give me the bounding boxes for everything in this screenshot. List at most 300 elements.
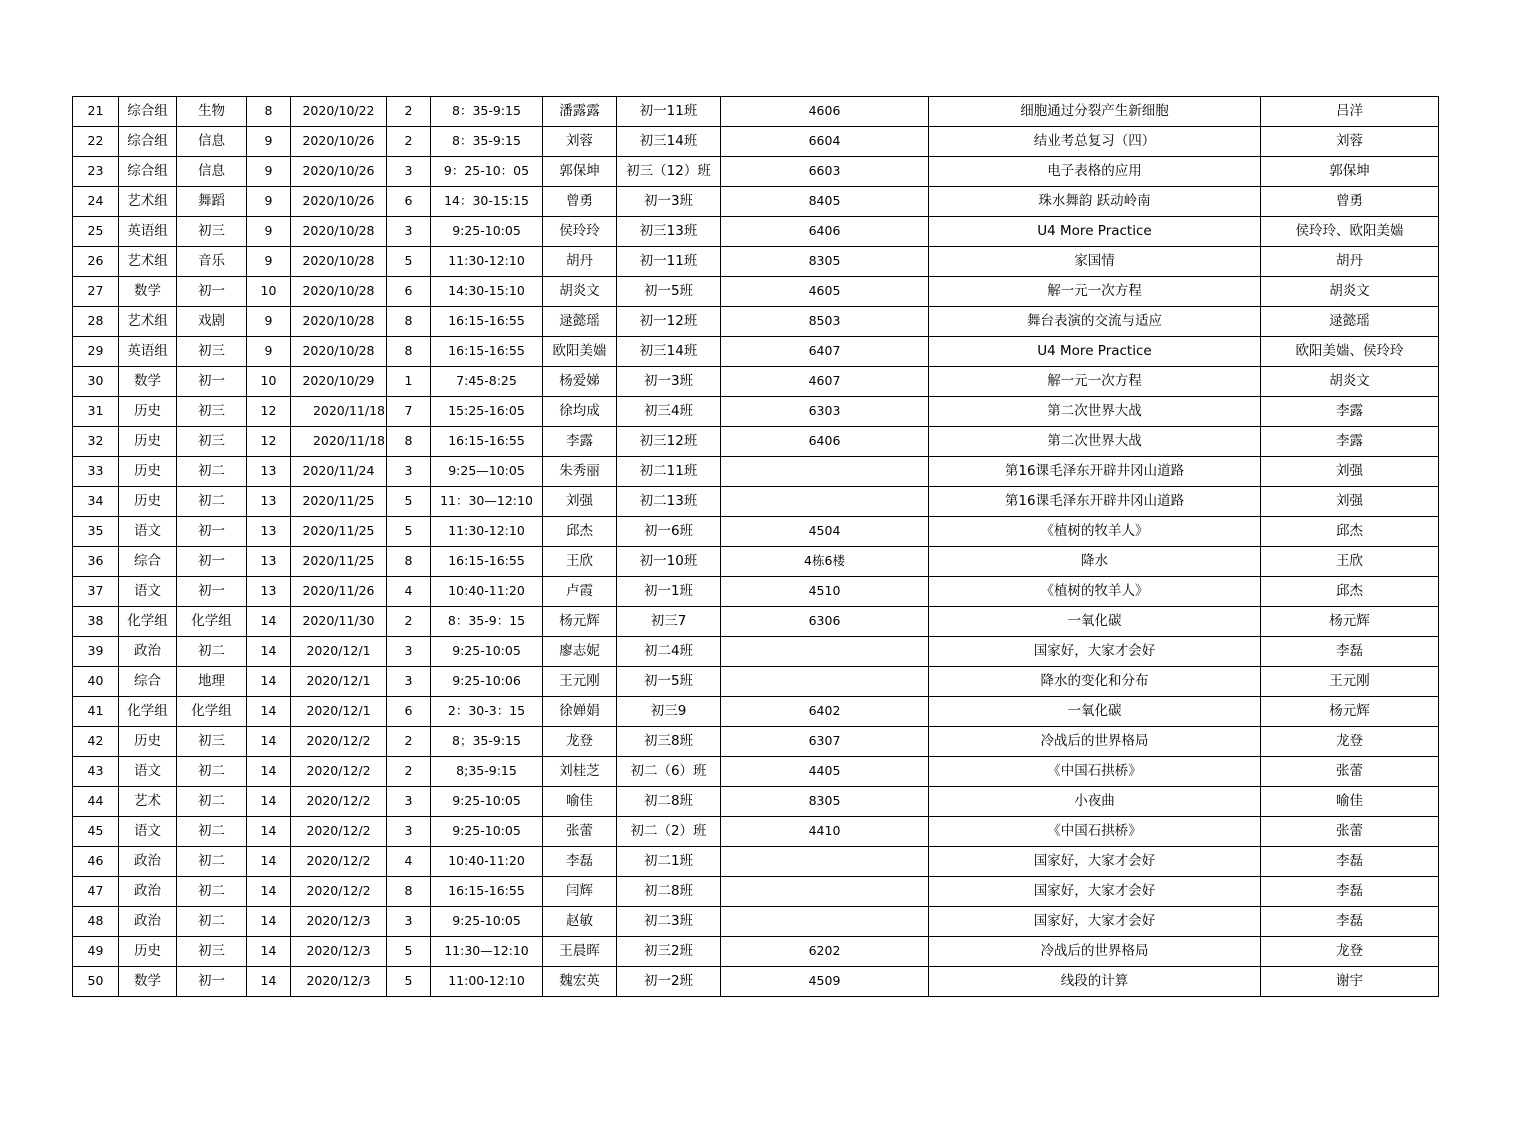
cell-period: 6 [387, 187, 431, 217]
cell-room: 4605 [721, 277, 929, 307]
cell-evaluator: 王欣 [1261, 547, 1439, 577]
cell-room: 6604 [721, 127, 929, 157]
cell-room: 6307 [721, 727, 929, 757]
cell-index: 39 [73, 637, 119, 667]
cell-index: 24 [73, 187, 119, 217]
cell-subject: 信息 [177, 127, 247, 157]
cell-time: 14:30-15:10 [431, 277, 543, 307]
cell-subject: 初一 [177, 517, 247, 547]
cell-topic: 《植树的牧羊人》 [929, 577, 1261, 607]
cell-class: 初三4班 [617, 397, 721, 427]
cell-teacher: 徐均成 [543, 397, 617, 427]
cell-evaluator: 邱杰 [1261, 577, 1439, 607]
cell-date: 2020/12/2 [291, 817, 387, 847]
cell-teacher: 魏宏英 [543, 967, 617, 997]
cell-class: 初二8班 [617, 877, 721, 907]
cell-week: 14 [247, 757, 291, 787]
cell-class: 初三13班 [617, 217, 721, 247]
cell-subject: 初二 [177, 457, 247, 487]
cell-period: 2 [387, 127, 431, 157]
cell-room: 4509 [721, 967, 929, 997]
cell-index: 28 [73, 307, 119, 337]
cell-period: 1 [387, 367, 431, 397]
cell-evaluator: 龙登 [1261, 937, 1439, 967]
cell-date: 2020/11/18 [291, 397, 387, 427]
cell-week: 14 [247, 697, 291, 727]
cell-topic: 第16课毛泽东开辟井冈山道路 [929, 457, 1261, 487]
cell-group: 化学组 [119, 607, 177, 637]
table-row [73, 97, 1439, 127]
cell-week: 14 [247, 937, 291, 967]
cell-period: 3 [387, 157, 431, 187]
cell-topic: 冷战后的世界格局 [929, 727, 1261, 757]
cell-class: 初三7 [617, 607, 721, 637]
cell-class: 初三8班 [617, 727, 721, 757]
cell-room: 4607 [721, 367, 929, 397]
cell-subject: 地理 [177, 667, 247, 697]
cell-period: 5 [387, 247, 431, 277]
table-row [73, 607, 1439, 637]
cell-subject: 初一 [177, 277, 247, 307]
cell-time: 8：35-9:15 [431, 97, 543, 127]
cell-date: 2020/12/1 [291, 667, 387, 697]
cell-teacher: 朱秀丽 [543, 457, 617, 487]
cell-evaluator: 胡丹 [1261, 247, 1439, 277]
cell-class: 初三9 [617, 697, 721, 727]
cell-date: 2020/10/26 [291, 127, 387, 157]
schedule-sheet [72, 96, 1438, 997]
cell-evaluator: 刘强 [1261, 487, 1439, 517]
cell-room: 6407 [721, 337, 929, 367]
cell-room: 8503 [721, 307, 929, 337]
cell-period: 7 [387, 397, 431, 427]
cell-class: 初一11班 [617, 97, 721, 127]
cell-subject: 初一 [177, 577, 247, 607]
cell-date: 2020/12/1 [291, 637, 387, 667]
cell-teacher: 刘强 [543, 487, 617, 517]
cell-class: 初一2班 [617, 967, 721, 997]
cell-topic: 线段的计算 [929, 967, 1261, 997]
cell-room [721, 457, 929, 487]
cell-evaluator: 吕洋 [1261, 97, 1439, 127]
cell-evaluator: 郭保坤 [1261, 157, 1439, 187]
cell-teacher: 张蕾 [543, 817, 617, 847]
cell-week: 14 [247, 907, 291, 937]
cell-date: 2020/10/28 [291, 307, 387, 337]
cell-room [721, 907, 929, 937]
cell-topic: 《植树的牧羊人》 [929, 517, 1261, 547]
cell-topic: U4 More Practice [929, 337, 1261, 367]
cell-subject: 初三 [177, 427, 247, 457]
cell-index: 46 [73, 847, 119, 877]
table-row [73, 787, 1439, 817]
cell-time: 9:25—10:05 [431, 457, 543, 487]
cell-room [721, 877, 929, 907]
cell-group: 艺术组 [119, 307, 177, 337]
cell-time: 14：30-15:15 [431, 187, 543, 217]
cell-room: 6603 [721, 157, 929, 187]
cell-time: 9：25-10：05 [431, 157, 543, 187]
cell-room: 4410 [721, 817, 929, 847]
cell-class: 初三14班 [617, 127, 721, 157]
cell-period: 4 [387, 577, 431, 607]
cell-group: 艺术组 [119, 187, 177, 217]
cell-teacher: 潘露露 [543, 97, 617, 127]
cell-class: 初二4班 [617, 637, 721, 667]
cell-week: 9 [247, 187, 291, 217]
cell-evaluator: 刘强 [1261, 457, 1439, 487]
cell-date: 2020/11/25 [291, 547, 387, 577]
cell-subject: 初二 [177, 907, 247, 937]
cell-date: 2020/11/26 [291, 577, 387, 607]
table-row [73, 247, 1439, 277]
table-row [73, 457, 1439, 487]
schedule-table [72, 96, 1439, 997]
cell-topic: 小夜曲 [929, 787, 1261, 817]
cell-topic: 《中国石拱桥》 [929, 757, 1261, 787]
cell-date: 2020/10/28 [291, 337, 387, 367]
cell-group: 英语组 [119, 217, 177, 247]
cell-index: 31 [73, 397, 119, 427]
cell-subject: 初三 [177, 727, 247, 757]
cell-topic: 国家好，大家才会好 [929, 877, 1261, 907]
cell-topic: 舞台表演的交流与适应 [929, 307, 1261, 337]
cell-time: 9:25-10:05 [431, 637, 543, 667]
cell-class: 初一5班 [617, 277, 721, 307]
cell-room: 6406 [721, 427, 929, 457]
cell-class: 初一12班 [617, 307, 721, 337]
cell-group: 数学 [119, 277, 177, 307]
cell-subject: 初三 [177, 937, 247, 967]
cell-subject: 初三 [177, 337, 247, 367]
cell-subject: 初二 [177, 877, 247, 907]
table-row [73, 577, 1439, 607]
cell-period: 2 [387, 757, 431, 787]
cell-teacher: 杨元辉 [543, 607, 617, 637]
cell-subject: 初一 [177, 367, 247, 397]
cell-time: 10:40-11:20 [431, 847, 543, 877]
cell-time: 16:15-16:55 [431, 427, 543, 457]
cell-topic: U4 More Practice [929, 217, 1261, 247]
cell-index: 21 [73, 97, 119, 127]
cell-period: 2 [387, 727, 431, 757]
cell-index: 22 [73, 127, 119, 157]
cell-class: 初三2班 [617, 937, 721, 967]
cell-index: 25 [73, 217, 119, 247]
cell-index: 32 [73, 427, 119, 457]
cell-group: 政治 [119, 847, 177, 877]
cell-class: 初一11班 [617, 247, 721, 277]
cell-period: 2 [387, 607, 431, 637]
cell-class: 初二（2）班 [617, 817, 721, 847]
cell-index: 36 [73, 547, 119, 577]
cell-index: 38 [73, 607, 119, 637]
cell-group: 历史 [119, 397, 177, 427]
cell-evaluator: 胡炎文 [1261, 277, 1439, 307]
cell-group: 历史 [119, 487, 177, 517]
table-row [73, 427, 1439, 457]
cell-room: 4510 [721, 577, 929, 607]
cell-week: 13 [247, 577, 291, 607]
cell-week: 14 [247, 607, 291, 637]
table-row [73, 517, 1439, 547]
cell-group: 语文 [119, 517, 177, 547]
cell-topic: 第16课毛泽东开辟井冈山道路 [929, 487, 1261, 517]
cell-date: 2020/10/29 [291, 367, 387, 397]
table-row [73, 277, 1439, 307]
cell-teacher: 王晨晖 [543, 937, 617, 967]
cell-subject: 初二 [177, 757, 247, 787]
cell-index: 23 [73, 157, 119, 187]
cell-topic: 国家好，大家才会好 [929, 907, 1261, 937]
cell-room: 8405 [721, 187, 929, 217]
cell-date: 2020/10/26 [291, 187, 387, 217]
cell-date: 2020/11/25 [291, 487, 387, 517]
cell-group: 语文 [119, 577, 177, 607]
cell-teacher: 胡炎文 [543, 277, 617, 307]
cell-time: 9:25-10:05 [431, 907, 543, 937]
cell-evaluator: 欧阳美媏、侯玲玲 [1261, 337, 1439, 367]
cell-week: 14 [247, 667, 291, 697]
cell-index: 33 [73, 457, 119, 487]
cell-period: 3 [387, 817, 431, 847]
cell-evaluator: 侯玲玲、欧阳美媏 [1261, 217, 1439, 247]
cell-room: 4栋6楼 [721, 547, 929, 577]
cell-time: 11：30—12:10 [431, 487, 543, 517]
cell-teacher: 王元刚 [543, 667, 617, 697]
cell-evaluator: 龙登 [1261, 727, 1439, 757]
cell-date: 2020/12/3 [291, 937, 387, 967]
cell-index: 34 [73, 487, 119, 517]
cell-evaluator: 李露 [1261, 397, 1439, 427]
table-row [73, 967, 1439, 997]
cell-date: 2020/12/2 [291, 727, 387, 757]
cell-date: 2020/12/2 [291, 847, 387, 877]
cell-class: 初一5班 [617, 667, 721, 697]
cell-week: 14 [247, 817, 291, 847]
cell-class: 初三12班 [617, 427, 721, 457]
cell-topic: 一氧化碳 [929, 697, 1261, 727]
table-row [73, 847, 1439, 877]
cell-period: 5 [387, 937, 431, 967]
cell-evaluator: 李磊 [1261, 877, 1439, 907]
cell-date: 2020/12/3 [291, 907, 387, 937]
cell-subject: 化学组 [177, 607, 247, 637]
cell-evaluator: 李露 [1261, 427, 1439, 457]
cell-class: 初一3班 [617, 187, 721, 217]
cell-group: 艺术组 [119, 247, 177, 277]
table-row [73, 937, 1439, 967]
cell-group: 语文 [119, 757, 177, 787]
cell-period: 5 [387, 487, 431, 517]
cell-teacher: 王欣 [543, 547, 617, 577]
cell-evaluator: 曾勇 [1261, 187, 1439, 217]
cell-period: 3 [387, 907, 431, 937]
cell-evaluator: 杨元辉 [1261, 607, 1439, 637]
cell-class: 初一1班 [617, 577, 721, 607]
cell-week: 13 [247, 517, 291, 547]
cell-subject: 初三 [177, 217, 247, 247]
cell-index: 50 [73, 967, 119, 997]
cell-teacher: 刘蓉 [543, 127, 617, 157]
cell-time: 2：30-3：15 [431, 697, 543, 727]
cell-group: 历史 [119, 937, 177, 967]
table-row [73, 367, 1439, 397]
cell-period: 2 [387, 97, 431, 127]
cell-group: 语文 [119, 817, 177, 847]
cell-room: 8305 [721, 247, 929, 277]
cell-topic: 国家好，大家才会好 [929, 637, 1261, 667]
table-row [73, 667, 1439, 697]
cell-class: 初二8班 [617, 787, 721, 817]
cell-date: 2020/11/18 [291, 427, 387, 457]
cell-topic: 解一元一次方程 [929, 277, 1261, 307]
cell-week: 8 [247, 97, 291, 127]
cell-teacher: 徐婵娟 [543, 697, 617, 727]
cell-time: 10:40-11:20 [431, 577, 543, 607]
cell-week: 12 [247, 397, 291, 427]
table-row [73, 757, 1439, 787]
cell-index: 48 [73, 907, 119, 937]
table-row [73, 727, 1439, 757]
cell-evaluator: 逯懿瑶 [1261, 307, 1439, 337]
cell-week: 13 [247, 547, 291, 577]
cell-evaluator: 张蕾 [1261, 757, 1439, 787]
cell-class: 初二11班 [617, 457, 721, 487]
cell-group: 综合组 [119, 97, 177, 127]
cell-date: 2020/10/26 [291, 157, 387, 187]
table-row [73, 217, 1439, 247]
cell-class: 初二1班 [617, 847, 721, 877]
table-row [73, 817, 1439, 847]
cell-week: 14 [247, 877, 291, 907]
cell-room: 4405 [721, 757, 929, 787]
cell-topic: 《中国石拱桥》 [929, 817, 1261, 847]
cell-index: 45 [73, 817, 119, 847]
cell-topic: 细胞通过分裂产生新细胞 [929, 97, 1261, 127]
cell-group: 综合 [119, 547, 177, 577]
cell-date: 2020/10/28 [291, 217, 387, 247]
cell-week: 13 [247, 487, 291, 517]
cell-index: 35 [73, 517, 119, 547]
cell-subject: 信息 [177, 157, 247, 187]
cell-room: 6303 [721, 397, 929, 427]
cell-period: 8 [387, 337, 431, 367]
cell-index: 41 [73, 697, 119, 727]
cell-subject: 初一 [177, 547, 247, 577]
cell-group: 政治 [119, 637, 177, 667]
table-row [73, 397, 1439, 427]
cell-time: 9:25-10:05 [431, 817, 543, 847]
cell-date: 2020/10/28 [291, 277, 387, 307]
cell-teacher: 杨爱娣 [543, 367, 617, 397]
cell-index: 40 [73, 667, 119, 697]
cell-group: 政治 [119, 877, 177, 907]
cell-evaluator: 邱杰 [1261, 517, 1439, 547]
table-row [73, 877, 1439, 907]
cell-index: 30 [73, 367, 119, 397]
cell-group: 政治 [119, 907, 177, 937]
cell-teacher: 曾勇 [543, 187, 617, 217]
cell-period: 6 [387, 697, 431, 727]
cell-evaluator: 胡炎文 [1261, 367, 1439, 397]
cell-class: 初二3班 [617, 907, 721, 937]
cell-week: 14 [247, 787, 291, 817]
cell-subject: 戏剧 [177, 307, 247, 337]
cell-subject: 舞蹈 [177, 187, 247, 217]
cell-period: 3 [387, 787, 431, 817]
cell-week: 9 [247, 247, 291, 277]
cell-week: 14 [247, 727, 291, 757]
cell-evaluator: 李磊 [1261, 637, 1439, 667]
cell-group: 历史 [119, 457, 177, 487]
cell-date: 2020/11/24 [291, 457, 387, 487]
cell-class: 初二13班 [617, 487, 721, 517]
cell-subject: 初二 [177, 787, 247, 817]
table-body [73, 97, 1439, 997]
cell-period: 3 [387, 667, 431, 697]
cell-group: 艺术 [119, 787, 177, 817]
cell-index: 47 [73, 877, 119, 907]
cell-subject: 初二 [177, 817, 247, 847]
cell-week: 13 [247, 457, 291, 487]
cell-period: 8 [387, 547, 431, 577]
cell-date: 2020/11/25 [291, 517, 387, 547]
cell-teacher: 邱杰 [543, 517, 617, 547]
cell-index: 43 [73, 757, 119, 787]
cell-subject: 化学组 [177, 697, 247, 727]
cell-time: 11:30—12:10 [431, 937, 543, 967]
cell-period: 8 [387, 307, 431, 337]
cell-topic: 降水的变化和分布 [929, 667, 1261, 697]
cell-index: 42 [73, 727, 119, 757]
cell-time: 8：35-9：15 [431, 607, 543, 637]
cell-week: 9 [247, 217, 291, 247]
cell-date: 2020/12/1 [291, 697, 387, 727]
cell-group: 综合 [119, 667, 177, 697]
cell-class: 初二（6）班 [617, 757, 721, 787]
cell-date: 2020/12/2 [291, 787, 387, 817]
cell-teacher: 闫辉 [543, 877, 617, 907]
cell-index: 44 [73, 787, 119, 817]
cell-evaluator: 李磊 [1261, 907, 1439, 937]
table-row [73, 157, 1439, 187]
cell-week: 10 [247, 367, 291, 397]
cell-index: 37 [73, 577, 119, 607]
cell-time: 16:15-16:55 [431, 337, 543, 367]
cell-time: 8：35-9:15 [431, 127, 543, 157]
cell-week: 14 [247, 967, 291, 997]
table-row [73, 697, 1439, 727]
cell-room: 6406 [721, 217, 929, 247]
cell-room [721, 637, 929, 667]
cell-room [721, 487, 929, 517]
cell-date: 2020/12/2 [291, 877, 387, 907]
cell-period: 8 [387, 877, 431, 907]
cell-teacher: 刘桂芝 [543, 757, 617, 787]
cell-time: 16:15-16:55 [431, 877, 543, 907]
cell-room: 8305 [721, 787, 929, 817]
table-row [73, 637, 1439, 667]
cell-class: 初一3班 [617, 367, 721, 397]
cell-week: 14 [247, 637, 291, 667]
table-row [73, 547, 1439, 577]
cell-time: 8；35-9:15 [431, 727, 543, 757]
cell-date: 2020/12/3 [291, 967, 387, 997]
cell-topic: 一氧化碳 [929, 607, 1261, 637]
cell-time: 11:30-12:10 [431, 247, 543, 277]
cell-topic: 国家好，大家才会好 [929, 847, 1261, 877]
